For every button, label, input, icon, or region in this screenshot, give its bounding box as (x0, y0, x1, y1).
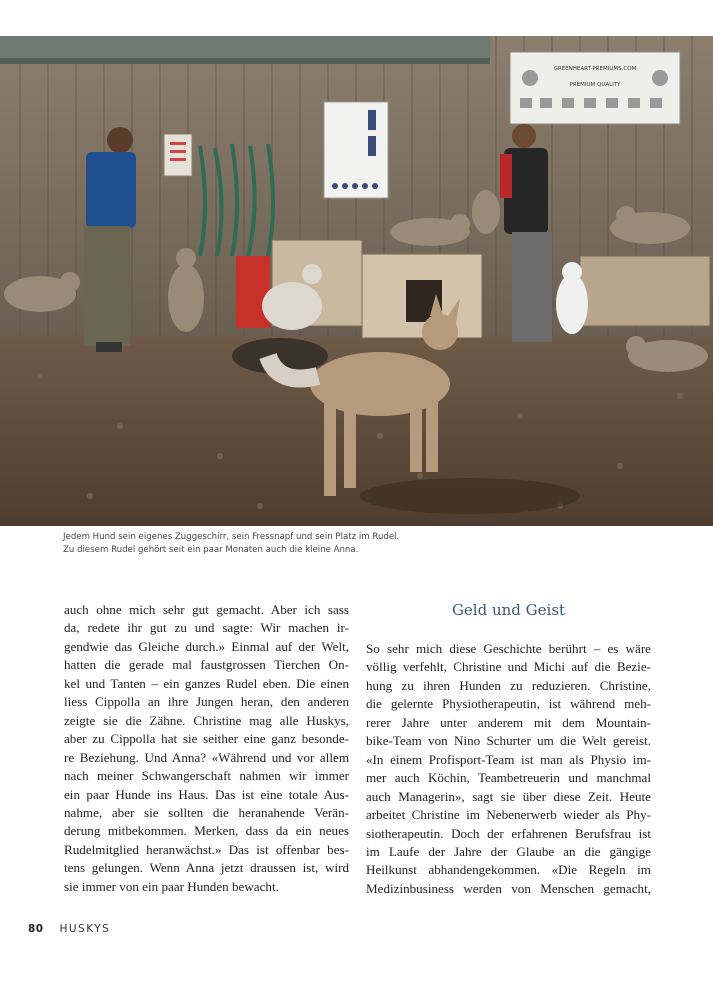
photo-caption (63, 531, 663, 556)
body-line: kel und Tanten – ein ganzes Rudel eben. Die einen (64, 675, 349, 691)
body-line: ein paar Hunde ins Haus. Das ist eine totale Aus- (64, 786, 349, 802)
photo-illustration (0, 36, 713, 526)
body-line: «In einem Profisport-Team ist man als Physio im- (366, 751, 651, 767)
body-line: mer auch Köchin, Teambetreuerin und manchmal (366, 770, 651, 786)
caption-line-2: Zu diesem Rudel gehört seit ein paar Monaten auch die kleine Anna. (63, 544, 359, 555)
feature-photo (0, 36, 713, 526)
body-line: Medizinbusiness werden von Menschen gemacht, (366, 880, 651, 896)
page-number: 80 (28, 923, 44, 935)
caption-line-1: Jedem Hund sein eigenes Zuggeschirr, sein Fressnapf und sein Platz im Rudel. (63, 532, 400, 542)
body-line: So sehr mich diese Geschichte berührt – es wäre (366, 641, 651, 656)
page-footer (28, 923, 110, 935)
body-line: gendwie das Gleiche durch.» Einmal auf der Welt, (64, 638, 349, 654)
body-line: arbeitet Christine im Nebenerwerb wieder als Phy- (366, 807, 651, 823)
section-name: HUSKYS (59, 923, 111, 935)
body-line: bike-Team von Nino Schurter um die Welt gereist. (366, 733, 651, 749)
body-line: derung mitbekommen. Merken, dass da ein neues (64, 823, 349, 839)
body-line: sie immer von ein paar Hunden bewacht. (64, 878, 279, 894)
body-line: im Laufe der Jahre der Glaube an die gängige (366, 843, 651, 859)
body-line: tens gelungen. Wenn Anna jetzt draussen ist, wird (64, 860, 349, 876)
body-line: Heilkunst abhandengekommen. «Die Regeln im (366, 862, 651, 878)
body-line: rerer Jahre unter anderem mit dem Mountain- (366, 714, 651, 730)
body-line: liess Cippolla an ihre Jungen heran, den anderen (64, 694, 349, 710)
body-line: hatten die gerade mal faustgrossen Tierchen On- (64, 657, 349, 673)
body-line: völlig verfehlt, Christine und Michi auf die Bezie- (366, 659, 651, 675)
body-line: hung zu ihren Hunden zu reduzieren. Christine, (366, 677, 651, 693)
sign-text-1: GREENHEART-PREMIUMS.COM (553, 66, 637, 72)
left-column (64, 601, 349, 896)
body-line: die gelernte Physiotherapeutin, ist während meh- (366, 696, 651, 712)
body-line: re Beziehung. Und Anna? «Während und vor allem (64, 749, 349, 765)
person-left (84, 127, 136, 352)
body-line: Rudelmitglied heranwächst.» Das ist offenbar bes- (64, 841, 349, 857)
body-line: zeigte sie die Zähne. Christine mag alle Huskys, (64, 712, 349, 728)
body-line: auch Managerin», sagt sie über diese Zeit. Heute (366, 788, 651, 804)
body-line: siotherapeutin. Doch der erfahrenen Berufsfrau ist (366, 825, 651, 841)
right-column (366, 640, 651, 898)
sign-text-2: PREMIUM QUALITY (569, 82, 621, 88)
body-line: da, redete ihr gut zu und sagte: Wir machen ir- (64, 620, 349, 636)
section-heading: Geld und Geist (451, 601, 566, 619)
body-line: aber zu Cippolla hat sie seither eine ganz besonde- (64, 731, 349, 747)
body-line: nach meiner Schwangerschaft nahmen wir immer (64, 768, 349, 784)
body-line: auch ohne mich sehr gut gemacht. Aber ich sass (64, 602, 349, 617)
body-line: nahme, aber sie sollten die heranahende Verän- (64, 804, 349, 820)
